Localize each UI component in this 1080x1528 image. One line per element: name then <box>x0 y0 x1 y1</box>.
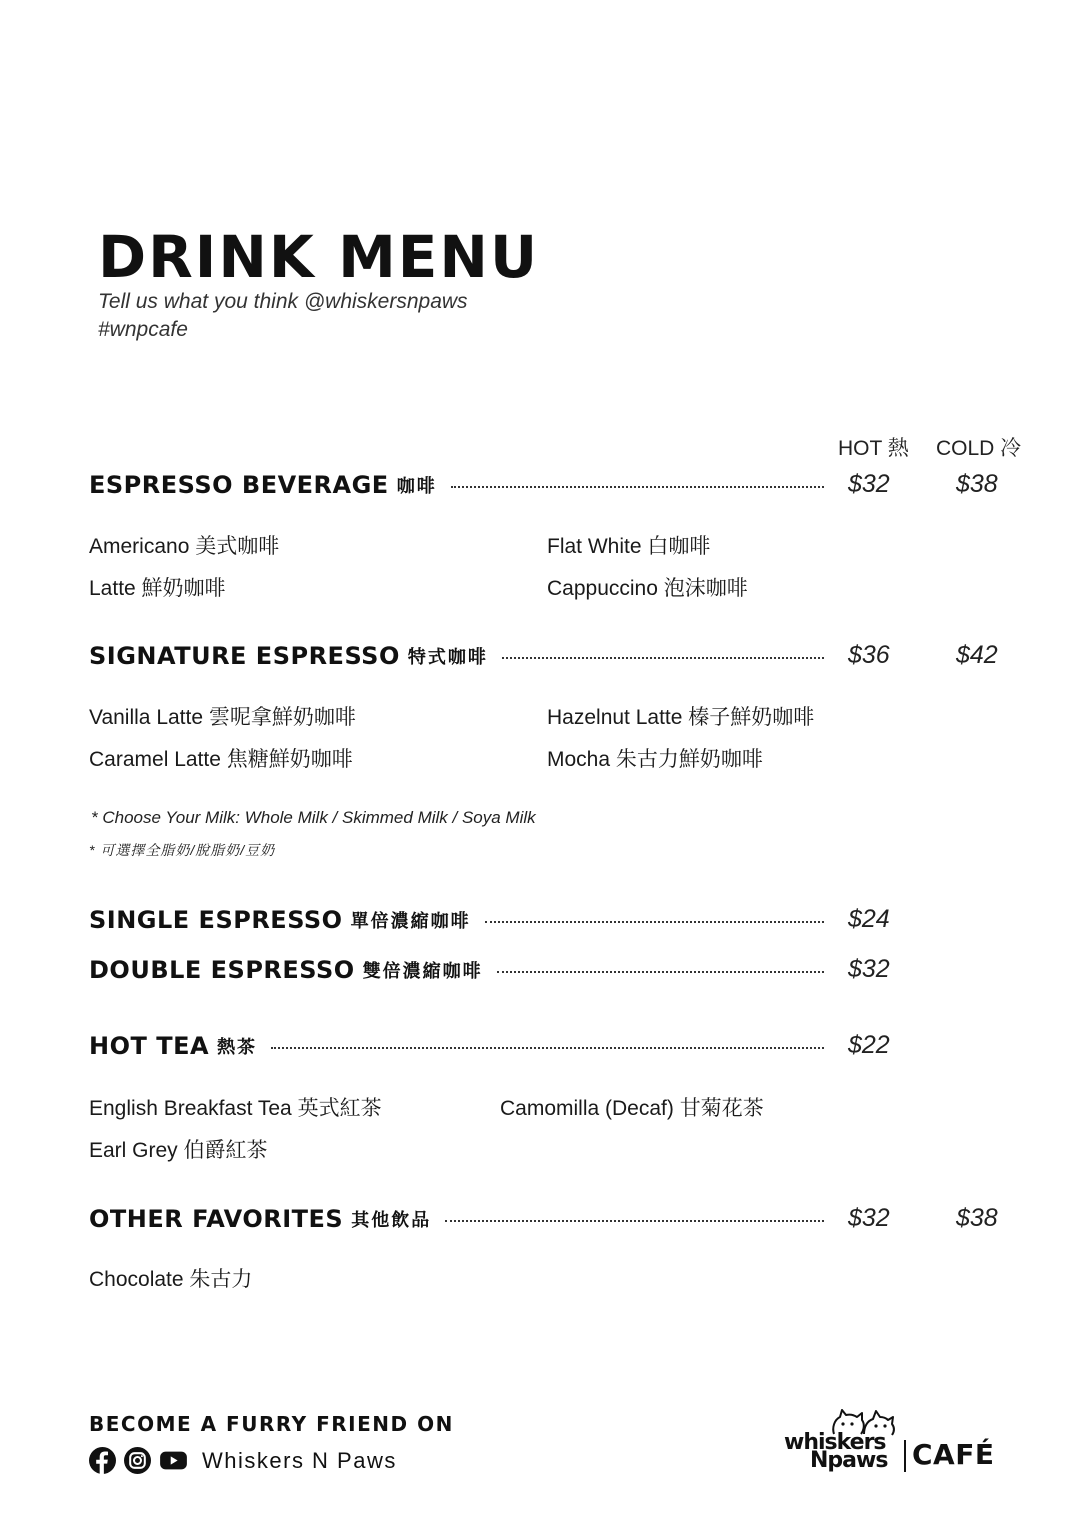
logo-text-whiskers: whiskers <box>784 1430 886 1455</box>
section-single-espresso <box>89 902 824 938</box>
youtube-icon[interactable] <box>159 1447 188 1474</box>
page-title: DRINK MENU <box>98 223 540 291</box>
section-double-espresso <box>89 952 824 988</box>
price-hot: $22 <box>848 1031 890 1059</box>
section-name-zh: 熱茶 <box>217 1037 258 1058</box>
subtitle-hashtag: #wnpcafe <box>98 318 188 341</box>
menu-item: English Breakfast Tea 英式紅茶 <box>89 1097 382 1120</box>
milk-choice-note-zh: * 可選擇全脂奶/脫脂奶/豆奶 <box>89 842 276 858</box>
menu-item: Caramel Latte 焦糖鮮奶咖啡 <box>89 748 353 771</box>
dot-leader <box>502 657 824 659</box>
section-name: OTHER FAVORITES <box>89 1205 344 1233</box>
section-name-zh: 單倍濃縮咖啡 <box>350 911 471 932</box>
section-name: ESPRESSO BEVERAGE <box>89 471 389 499</box>
column-header-cold: COLD 冷 <box>936 437 1022 460</box>
section-name-zh: 咖啡 <box>396 476 437 497</box>
price-cold: $42 <box>956 641 998 669</box>
cafe-logo <box>784 1404 994 1476</box>
menu-item: Hazelnut Latte 榛子鮮奶咖啡 <box>547 706 815 729</box>
dot-leader <box>445 1220 824 1222</box>
price-hot: $32 <box>848 955 890 983</box>
section-other-favorites <box>89 1201 824 1237</box>
price-hot: $32 <box>848 470 890 498</box>
menu-item: Earl Grey 伯爵紅茶 <box>89 1139 268 1162</box>
subtitle <box>98 288 468 344</box>
price-hot: $32 <box>848 1204 890 1232</box>
subtitle-feedback: Tell us what you think @whiskersnpaws <box>98 290 468 313</box>
section-name-zh: 特式咖啡 <box>407 647 488 668</box>
price-hot: $36 <box>848 641 890 669</box>
social-links <box>89 1447 397 1474</box>
dot-leader <box>451 486 824 488</box>
price-hot: $24 <box>848 905 890 933</box>
section-hot-tea <box>89 1028 824 1064</box>
column-header-hot: HOT 熱 <box>838 437 909 460</box>
section-name: SIGNATURE ESPRESSO <box>89 642 400 670</box>
social-handle: Whiskers N Paws <box>202 1447 397 1473</box>
section-espresso-beverage <box>89 467 824 503</box>
section-name-zh: 雙倍濃縮咖啡 <box>362 961 483 982</box>
menu-item: Mocha 朱古力鮮奶咖啡 <box>547 748 763 771</box>
dot-leader <box>497 971 824 973</box>
instagram-icon[interactable] <box>124 1447 151 1474</box>
dot-leader <box>485 921 824 923</box>
milk-choice-note: * Choose Your Milk: Whole Milk / Skimmed Milk / Soya Milk <box>91 808 536 827</box>
menu-item: Camomilla (Decaf) 甘菊花茶 <box>500 1097 764 1120</box>
price-cold: $38 <box>956 1204 998 1232</box>
price-cold: $38 <box>956 470 998 498</box>
section-name: DOUBLE ESPRESSO <box>89 956 355 984</box>
menu-item: Americano 美式咖啡 <box>89 535 280 558</box>
menu-item: Latte 鮮奶咖啡 <box>89 577 226 600</box>
logo-divider <box>904 1440 906 1472</box>
section-name: SINGLE ESPRESSO <box>89 906 343 934</box>
logo-text-npaws: Npaws <box>810 1448 888 1473</box>
menu-item: Chocolate 朱古力 <box>89 1268 253 1291</box>
section-signature-espresso <box>89 638 824 674</box>
logo-text-cafe: CAFÉ <box>912 1438 995 1471</box>
section-name: HOT TEA <box>89 1032 210 1060</box>
footer-heading: BECOME A FURRY FRIEND ON <box>89 1412 454 1436</box>
menu-item: Flat White 白咖啡 <box>547 535 711 558</box>
menu-item: Vanilla Latte 雲呢拿鮮奶咖啡 <box>89 706 356 729</box>
menu-item: Cappuccino 泡沫咖啡 <box>547 577 748 600</box>
section-name-zh: 其他飲品 <box>351 1210 432 1231</box>
facebook-icon[interactable] <box>89 1447 116 1474</box>
dot-leader <box>271 1047 824 1049</box>
